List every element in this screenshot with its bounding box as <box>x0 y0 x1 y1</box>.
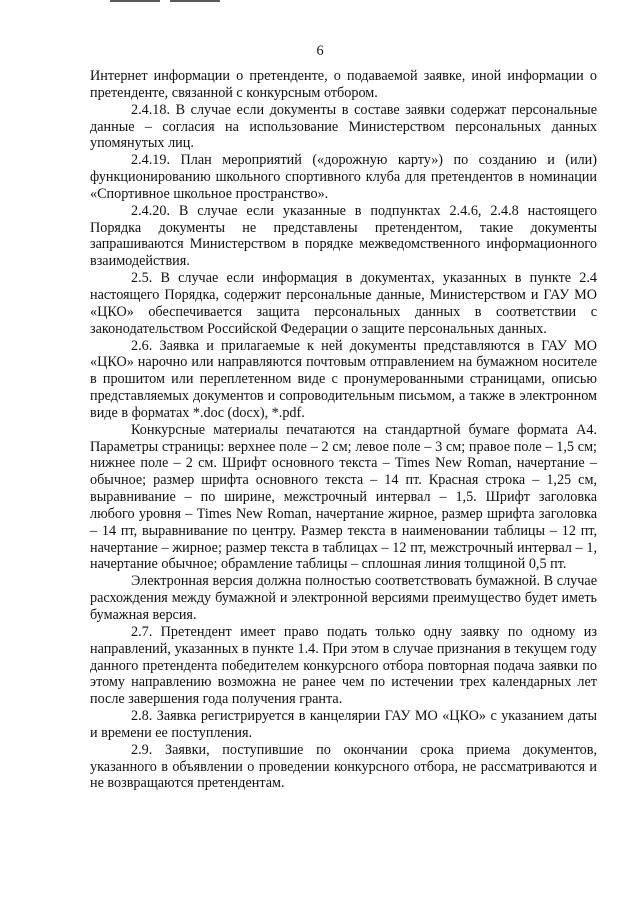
paragraph-2-9: 2.9. Заявки, поступившие по окончании срока приема документов, указанного в объявлении о проведении конкурсного отбора, не рассматриваются и не возвращаются претендентам. <box>90 741 597 792</box>
paragraph-2-6: 2.6. Заявка и прилагаемые к ней документы представляются в ГАУ МО «ЦКО» нарочно или направляются почтовым отправлением на бумажном носителе в прошитом или переплетенном виде с пронумерованными страницами, описью представляемых документов и сопроводительным письмом, а также в электронном виде в форматах *.doc (docx), *.pdf. <box>90 337 597 421</box>
paragraph-2-8: 2.8. Заявка регистрируется в канцелярии ГАУ МО «ЦКО» с указанием даты и времени ее поступления. <box>90 708 597 741</box>
paragraph-electronic-version: Электронная версия должна полностью соответствовать бумажной. В случае расхождения между бумажной и электронной версиями преимущество будет иметь бумажная версия. <box>90 573 597 623</box>
paragraph-2-4-20: 2.4.20. В случае если указанные в подпунктах 2.4.6, 2.4.8 настоящего Порядка документы не представлены претендентом, такие документы запрашиваются Министерством в порядке межведомственного информационного взаимодействия. <box>90 202 597 270</box>
paragraph-formatting-requirements: Конкурсные материалы печатаются на стандартной бумаге формата А4. Параметры страницы: верхнее поле – 2 см; левое поле – 3 см; правое поле – 1,5 см; нижнее поле – 2 см. Шрифт основного текста – Times New Roman, начертание – обычное; размер шрифта основного текста – 14 пт. Красная строка – 1,25 см, выравнивание – по ширине, межстрочный интервал – 1,5. Шрифт заголовка любого уровня – Times New Roman, начертание жирное, размер шрифта заголовка – 14 пт, выравнивание по центру. Размер текста в наименовании таблицы – 12 пт, начертание – жирное; размер текста в таблицах – 12 пт, межстрочный интервал – 1, начертание обычное; обрамление таблицы – сплошная линия толщиной 0,5 пт. <box>90 421 597 573</box>
paragraph-2-4-18: 2.4.18. В случае если документы в составе заявки содержат персональные данные – согласия на использование Министерством персональных данных упомянутых лиц. <box>90 101 597 152</box>
paragraph-2-4-19: 2.4.19. План мероприятий («дорожную карту») по созданию и (или) функционированию школьного спортивного клуба для претендентов в номинации «Спортивное школьное пространство». <box>90 152 597 202</box>
paragraph-2-7: 2.7. Претендент имеет право подать только одну заявку по одному из направлений, указанных в пункте 1.4. При этом в случае признания в текущем году данного претендента победителем конкурсного отбора повторная подача заявки по этому направлению возможна не ранее чем по истечении трех календарных лет после завершения года получения гранта. <box>90 623 597 708</box>
paragraph-continuation: Интернет информации о претенденте, о подаваемой заявке, иной информации о претенденте, связанной с конкурсным отбором. <box>90 68 597 101</box>
document-body <box>90 68 597 792</box>
scan-edge-mark <box>110 0 160 2</box>
scan-edge-mark <box>170 0 220 2</box>
page-number: 6 <box>316 43 324 59</box>
paragraph-2-5: 2.5. В случае если информация в документах, указанных в пункте 2.4 настоящего Порядка, содержит персональные данные, Министерством и ГАУ МО «ЦКО» обеспечивается защита персональных данных в соответствии с законодательством Российской Федерации о защите персональных данных. <box>90 270 597 337</box>
